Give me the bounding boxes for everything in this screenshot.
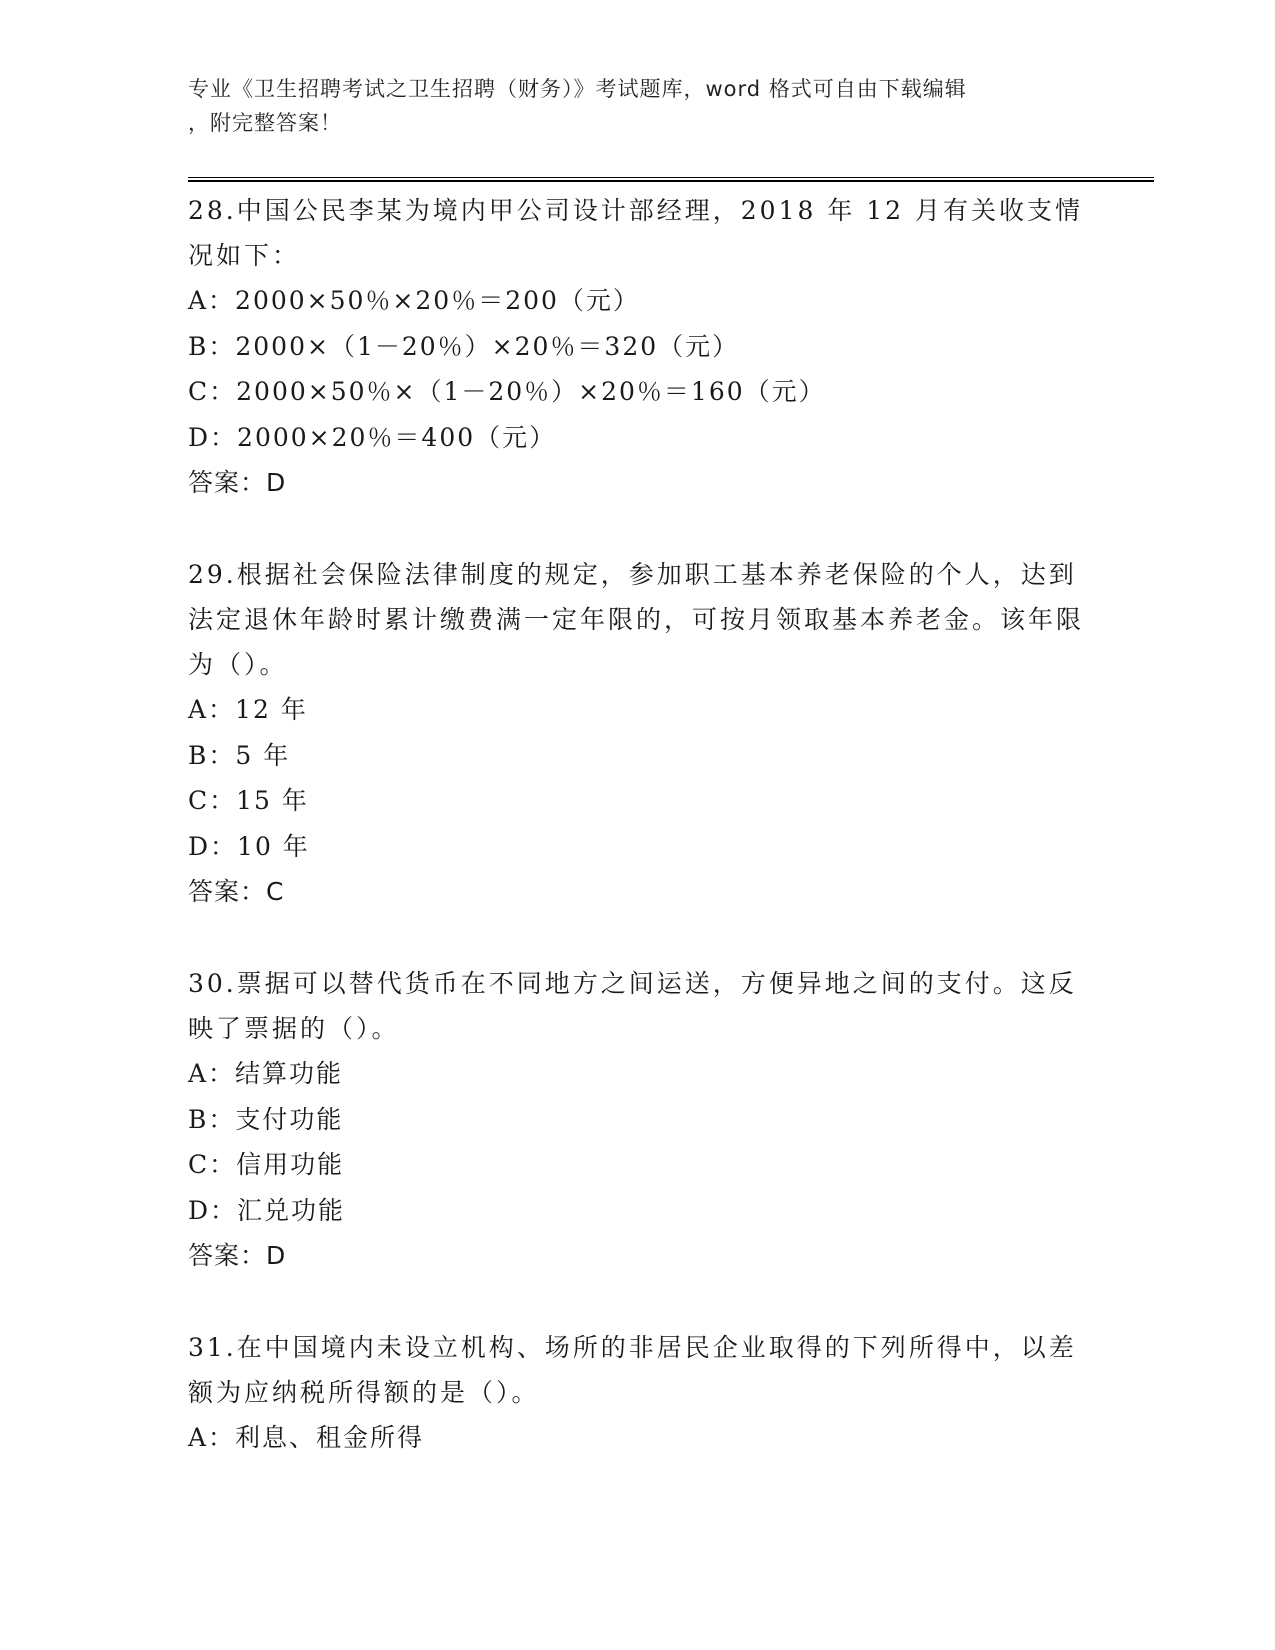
header-double-rule (188, 177, 1154, 182)
option-a: A：2000×50％×20％＝200（元） (188, 286, 640, 315)
question-text: 28.中国公民李某为境内甲公司设计部经理，2018 年 12 月有关收支情况如下： (188, 196, 1084, 270)
option-a: A：12 年 (188, 695, 308, 724)
question-list (188, 188, 1088, 1507)
option-c: C：2000×50％×（1－20％）×20％＝160（元） (188, 377, 826, 406)
option-c: C：信用功能 (188, 1150, 345, 1179)
question-29 (188, 552, 1088, 915)
question-text: 31.在中国境内未设立机构、场所的非居民企业取得的下列所得中，以差额为应纳税所得额的是（）。 (188, 1333, 1077, 1407)
option-c: C：15 年 (188, 786, 309, 815)
option-a: A：利息、租金所得 (188, 1423, 425, 1452)
option-b: B：支付功能 (188, 1104, 344, 1134)
question-30 (188, 961, 1088, 1279)
question-31 (188, 1325, 1088, 1461)
question-28 (188, 188, 1088, 506)
option-b: B：2000×（1－20％）×20％＝320（元） (188, 331, 740, 361)
answer: 答案：D (188, 468, 287, 497)
question-text: 29.根据社会保险法律制度的规定，参加职工基本养老保险的个人，达到法定退休年龄时累计缴费满一定年限的，可按月领取基本养老金。该年限为（）。 (188, 560, 1085, 679)
option-d: D：2000×20％＝400（元） (188, 422, 557, 452)
answer: 答案：D (188, 1241, 287, 1270)
option-a: A：结算功能 (188, 1059, 344, 1088)
header-line-2: ，附完整答案！ (188, 111, 342, 135)
option-d: D：汇兑功能 (188, 1195, 346, 1225)
option-b: B：5 年 (188, 740, 291, 770)
answer: 答案：C (188, 877, 285, 906)
document-header (188, 72, 1068, 140)
option-d: D：10 年 (188, 831, 310, 861)
header-line-1: 专业《卫生招聘考试之卫生招聘（财务）》考试题库，word 格式可自由下载编辑 (188, 77, 967, 101)
question-text: 30.票据可以替代货币在不同地方之间运送，方便异地之间的支付。这反映了票据的（）。 (188, 969, 1077, 1043)
